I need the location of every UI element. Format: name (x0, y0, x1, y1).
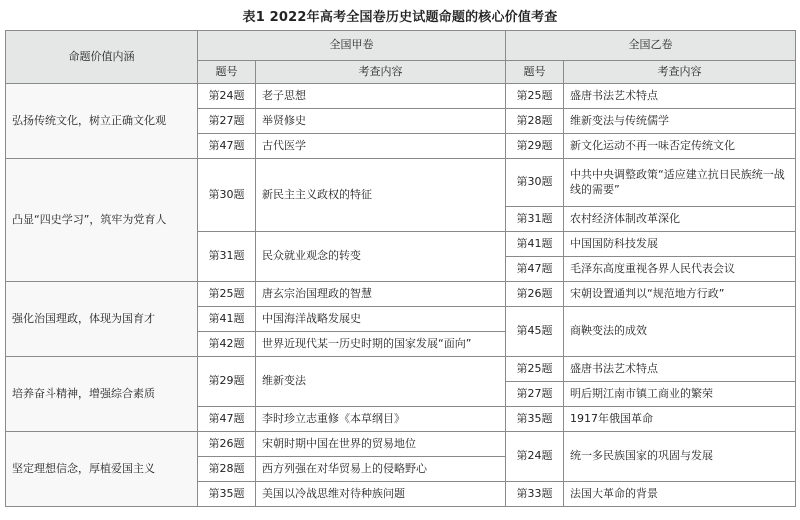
yi-content-cell: 宋朝设置通判以“规范地方行政” (564, 282, 796, 307)
value-cell: 培养奋斗精神，增强综合素质 (6, 357, 198, 432)
header-yi-content: 考查内容 (564, 61, 796, 84)
jia-num-cell: 第26题 (198, 432, 256, 457)
jia-num-cell: 第42题 (198, 332, 256, 357)
yi-content-cell: 新文化运动不再一味否定传统文化 (564, 134, 796, 159)
jia-content-cell: 西方列强在对华贸易上的侵略野心 (256, 457, 506, 482)
table-title: 表1 2022年高考全国卷历史试题命题的核心价值考查 (242, 10, 558, 25)
jia-content-cell: 唐玄宗治国理政的智慧 (256, 282, 506, 307)
jia-num-cell: 第31题 (198, 232, 256, 282)
jia-content-cell: 民众就业观念的转变 (256, 232, 506, 282)
jia-content-cell: 世界近现代某一历史时期的国家发展“面向” (256, 332, 506, 357)
yi-num-cell: 第29题 (506, 134, 564, 159)
yi-content-cell: 盛唐书法艺术特点 (564, 357, 796, 382)
value-cell: 弘扬传统文化，树立正确文化观 (6, 84, 198, 159)
yi-content-cell: 统一多民族国家的巩固与发展 (564, 432, 796, 482)
yi-content-cell: 商鞅变法的成效 (564, 307, 796, 357)
jia-content-cell: 维新变法 (256, 357, 506, 407)
header-jia-num: 题号 (198, 61, 256, 84)
jia-num-cell: 第47题 (198, 407, 256, 432)
jia-content-cell: 新民主主义政权的特征 (256, 159, 506, 232)
header-jia-content: 考查内容 (256, 61, 506, 84)
jia-content-cell: 李时珍立志重修《本草纲目》 (256, 407, 506, 432)
yi-num-cell: 第41题 (506, 232, 564, 257)
yi-content-cell: 毛泽东高度重视各界人民代表会议 (564, 257, 796, 282)
header-yi-num: 题号 (506, 61, 564, 84)
jia-num-cell: 第25题 (198, 282, 256, 307)
yi-num-cell: 第28题 (506, 109, 564, 134)
yi-num-cell: 第31题 (506, 207, 564, 232)
yi-content-cell: 法国大革命的背景 (564, 482, 796, 507)
value-cell: 坚定理想信念，厚植爱国主义 (6, 432, 198, 507)
table-row (6, 84, 796, 109)
jia-num-cell: 第27题 (198, 109, 256, 134)
yi-num-cell: 第30题 (506, 159, 564, 207)
yi-num-cell: 第27题 (506, 382, 564, 407)
yi-num-cell: 第33题 (506, 482, 564, 507)
yi-content-cell: 1917年俄国革命 (564, 407, 796, 432)
jia-content-cell: 举贤修史 (256, 109, 506, 134)
table-row (6, 159, 796, 207)
yi-content-cell: 维新变法与传统儒学 (564, 109, 796, 134)
yi-num-cell: 第24题 (506, 432, 564, 482)
jia-content-cell: 中国海洋战略发展史 (256, 307, 506, 332)
header-value: 命题价值内涵 (6, 31, 198, 84)
header-yi: 全国乙卷 (506, 31, 796, 61)
header-jia: 全国甲卷 (198, 31, 506, 61)
yi-num-cell: 第25题 (506, 357, 564, 382)
yi-num-cell: 第26题 (506, 282, 564, 307)
yi-content-cell: 中国国防科技发展 (564, 232, 796, 257)
yi-content-cell: 明后期江南市镇工商业的繁荣 (564, 382, 796, 407)
table-row (6, 357, 796, 382)
jia-content-cell: 老子思想 (256, 84, 506, 109)
value-cell: 强化治国理政，体现为国育才 (6, 282, 198, 357)
value-cell: 凸显“四史学习”，筑牢为党育人 (6, 159, 198, 282)
jia-num-cell: 第24题 (198, 84, 256, 109)
yi-num-cell: 第47题 (506, 257, 564, 282)
jia-content-cell: 美国以冷战思维对待种族问题 (256, 482, 506, 507)
jia-num-cell: 第28题 (198, 457, 256, 482)
core-value-table (5, 30, 796, 507)
jia-num-cell: 第35题 (198, 482, 256, 507)
table-body (6, 84, 796, 507)
yi-num-cell: 第35题 (506, 407, 564, 432)
jia-num-cell: 第30题 (198, 159, 256, 232)
jia-content-cell: 宋朝时期中国在世界的贸易地位 (256, 432, 506, 457)
yi-num-cell: 第45题 (506, 307, 564, 357)
table-row (6, 282, 796, 307)
yi-content-cell: 中共中央调整政策“适应建立抗日民族统一战线的需要” (564, 159, 796, 207)
jia-num-cell: 第29题 (198, 357, 256, 407)
table-row (6, 432, 796, 457)
jia-content-cell: 古代医学 (256, 134, 506, 159)
jia-num-cell: 第41题 (198, 307, 256, 332)
yi-content-cell: 盛唐书法艺术特点 (564, 84, 796, 109)
jia-num-cell: 第47题 (198, 134, 256, 159)
yi-content-cell: 农村经济体制改革深化 (564, 207, 796, 232)
yi-num-cell: 第25题 (506, 84, 564, 109)
